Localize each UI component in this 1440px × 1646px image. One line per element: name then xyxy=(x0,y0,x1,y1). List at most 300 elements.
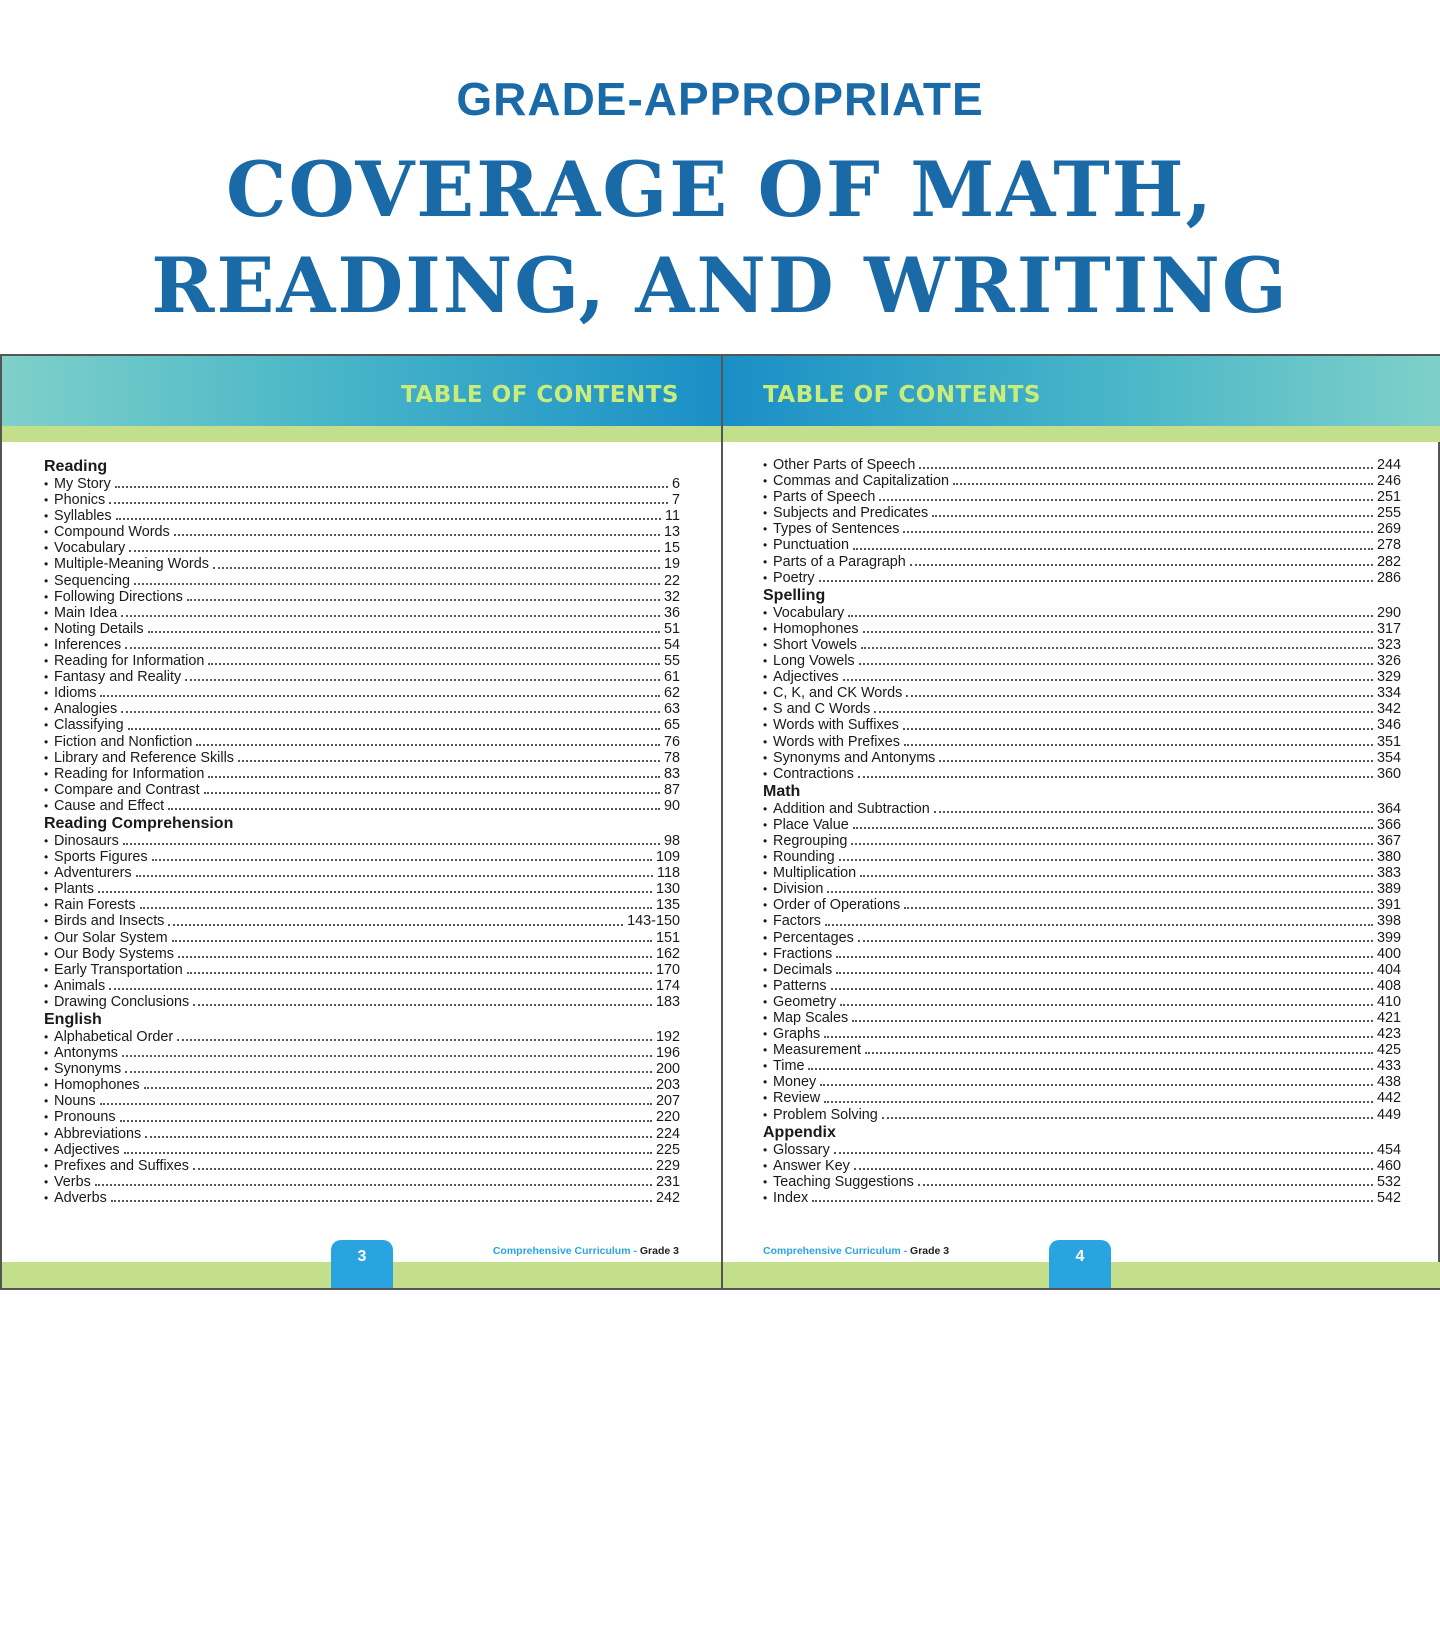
toc-entry xyxy=(763,766,1401,782)
toc-entry-page: 400 xyxy=(1376,945,1401,962)
bullet-icon: • xyxy=(44,1174,49,1189)
toc-entry-label: Multiple-Meaning Words xyxy=(54,556,209,573)
dot-leader xyxy=(208,663,660,665)
toc-entry-label: Abbreviations xyxy=(54,1125,142,1142)
dot-leader xyxy=(824,1101,1373,1103)
toc-entry-page: 425 xyxy=(1376,1042,1401,1059)
toc-entry-page: 290 xyxy=(1376,604,1401,621)
dot-leader xyxy=(140,907,652,909)
dot-leader xyxy=(98,891,652,893)
dot-leader xyxy=(861,647,1373,649)
bullet-icon: • xyxy=(763,702,768,717)
dot-leader xyxy=(95,1184,652,1186)
toc-entry xyxy=(44,1126,680,1142)
toc-entry-label: Alphabetical Order xyxy=(54,1029,174,1045)
dot-leader xyxy=(204,792,660,794)
toc-entry-label: Other Parts of Speech xyxy=(773,457,916,473)
toc-entry xyxy=(763,930,1401,946)
toc-entry-label: Synonyms xyxy=(54,1061,122,1078)
toc-entry-page: 51 xyxy=(663,620,680,637)
bullet-icon: • xyxy=(763,570,768,585)
bullet-icon: • xyxy=(763,734,768,749)
toc-entry-label: Plants xyxy=(54,881,94,898)
toc-entry-page: 423 xyxy=(1376,1026,1401,1043)
toc-entry-label: Map Scales xyxy=(773,1010,849,1026)
toc-entry-label: Rounding xyxy=(773,849,835,866)
toc-entry-page: 367 xyxy=(1376,832,1401,849)
dot-leader xyxy=(185,679,660,681)
toc-entry xyxy=(44,1093,680,1109)
bullet-icon: • xyxy=(763,930,768,945)
dot-leader xyxy=(172,940,652,942)
toc-entry xyxy=(44,1158,680,1174)
toc-entry xyxy=(763,1142,1401,1158)
dot-leader xyxy=(819,580,1373,582)
dot-leader xyxy=(843,679,1373,681)
dot-leader xyxy=(932,515,1373,517)
toc-entry-label: Homophones xyxy=(773,620,859,637)
toc-entry xyxy=(763,865,1401,881)
toc-entry xyxy=(763,1074,1401,1090)
toc-entry-page: 7 xyxy=(671,492,680,509)
dot-leader xyxy=(178,956,652,958)
bullet-icon: • xyxy=(44,750,49,765)
toc-entry-label: Prefixes and Suffixes xyxy=(54,1157,189,1174)
toc-entry-page: 366 xyxy=(1376,816,1401,833)
toc-entry-label: Teaching Suggestions xyxy=(773,1173,914,1190)
toc-entry-page: 32 xyxy=(663,588,680,605)
toc-entry xyxy=(44,978,680,994)
toc-entry-page: 98 xyxy=(663,832,680,849)
dot-leader xyxy=(238,760,660,762)
bullet-icon: • xyxy=(763,817,768,832)
toc-entry-page: 6 xyxy=(671,476,680,492)
toc-entry xyxy=(44,833,680,849)
toc-entry-page: 15 xyxy=(663,540,680,557)
bullet-icon: • xyxy=(44,1094,49,1109)
toc-entry-label: Types of Sentences xyxy=(773,521,900,538)
toc-entry-page: 329 xyxy=(1376,669,1401,686)
dot-leader xyxy=(125,1071,652,1073)
toc-entry xyxy=(44,669,680,685)
dot-leader xyxy=(860,875,1373,877)
dot-leader xyxy=(904,907,1373,909)
dot-leader xyxy=(918,1184,1373,1186)
bullet-icon: • xyxy=(763,882,768,897)
bullet-icon: • xyxy=(763,554,768,569)
bullet-icon: • xyxy=(44,833,49,848)
toc-entry-page: 244 xyxy=(1376,457,1401,473)
bullet-icon: • xyxy=(763,1059,768,1074)
dot-leader xyxy=(836,956,1373,958)
dot-leader xyxy=(882,1117,1373,1119)
bullet-icon: • xyxy=(44,766,49,781)
toc-entry-label: Fractions xyxy=(773,945,833,962)
bullet-icon: • xyxy=(763,766,768,781)
toc-entry-page: 433 xyxy=(1376,1058,1401,1075)
bullet-icon: • xyxy=(763,978,768,993)
toc-entry-page: 87 xyxy=(663,781,680,798)
toc-entry-label: C, K, and CK Words xyxy=(773,685,903,702)
toc-entry-page: 192 xyxy=(655,1029,680,1045)
toc-entry-label: Homophones xyxy=(54,1077,140,1094)
dot-leader xyxy=(854,1168,1373,1170)
toc-entry-page: 398 xyxy=(1376,913,1401,930)
dot-leader xyxy=(134,583,660,585)
dot-leader xyxy=(919,467,1373,469)
toc-entry-label: Inferences xyxy=(54,636,122,653)
toc-entry xyxy=(763,685,1401,701)
toc-entry-label: Words with Suffixes xyxy=(773,717,899,734)
toc-entry-page: 346 xyxy=(1376,717,1401,734)
dot-leader xyxy=(839,859,1373,861)
bullet-icon: • xyxy=(763,1107,768,1122)
dot-leader xyxy=(120,1120,652,1122)
toc-list xyxy=(763,457,1401,1206)
toc-section-heading: English xyxy=(44,1011,102,1028)
toc-entry-label: Syllables xyxy=(54,508,112,525)
toc-entry-page: 404 xyxy=(1376,961,1401,978)
toc-entry-page: 229 xyxy=(655,1157,680,1174)
toc-entry-label: Reading for Information xyxy=(54,765,205,782)
toc-entry xyxy=(763,570,1401,586)
toc-entry xyxy=(44,750,680,766)
toc-entry-label: Nouns xyxy=(54,1093,96,1110)
book-spread xyxy=(0,354,1440,1290)
dot-leader xyxy=(193,1168,652,1170)
toc-entry-page: 246 xyxy=(1376,473,1401,490)
bullet-icon: • xyxy=(44,493,49,508)
toc-entry-page: 532 xyxy=(1376,1173,1401,1190)
bullet-icon: • xyxy=(763,522,768,537)
dot-leader xyxy=(148,631,660,633)
toc-entry-label: Adverbs xyxy=(54,1189,107,1206)
toc-banner-title: TABLE OF CONTENTS xyxy=(763,382,1041,408)
toc-entry xyxy=(44,1029,680,1045)
bullet-icon: • xyxy=(763,474,768,489)
dot-leader xyxy=(831,988,1373,990)
dot-leader xyxy=(874,711,1373,713)
toc-entry-label: Sports Figures xyxy=(54,849,148,866)
toc-entry xyxy=(763,978,1401,994)
dot-leader xyxy=(152,859,652,861)
bullet-icon: • xyxy=(44,1142,49,1157)
toc-entry xyxy=(44,930,680,946)
toc-entry xyxy=(44,1061,680,1077)
toc-entry xyxy=(763,734,1401,750)
bullet-icon: • xyxy=(763,750,768,765)
toc-entry-page: 200 xyxy=(655,1061,680,1078)
dot-leader xyxy=(122,1055,652,1057)
toc-entry xyxy=(763,457,1401,473)
toc-entry-page: 317 xyxy=(1376,620,1401,637)
bullet-icon: • xyxy=(763,1043,768,1058)
toc-entry-label: Graphs xyxy=(773,1026,821,1043)
toc-entry xyxy=(763,637,1401,653)
toc-entry-page: 135 xyxy=(655,897,680,914)
page-footer xyxy=(493,1245,679,1257)
bullet-icon: • xyxy=(44,1126,49,1141)
right-page xyxy=(723,356,1440,1288)
dot-leader xyxy=(109,988,652,990)
toc-entry-label: Compound Words xyxy=(54,524,170,541)
toc-entry xyxy=(44,766,680,782)
toc-entry xyxy=(763,717,1401,733)
toc-entry-label: Vocabulary xyxy=(773,604,845,621)
toc-entry-label: Review xyxy=(773,1090,821,1107)
toc-entry-page: 170 xyxy=(655,961,680,978)
bullet-icon: • xyxy=(44,994,49,1009)
toc-entry-label: Rain Forests xyxy=(54,897,136,914)
toc-entry-label: S and C Words xyxy=(773,701,871,718)
bullet-icon: • xyxy=(44,557,49,572)
toc-entry xyxy=(763,605,1401,621)
toc-entry xyxy=(44,1190,680,1206)
toc-entry xyxy=(763,994,1401,1010)
toc-entry-label: Parts of Speech xyxy=(773,489,876,506)
toc-entry-label: Phonics xyxy=(54,492,106,509)
toc-entry xyxy=(44,798,680,814)
toc-entry xyxy=(44,962,680,978)
toc-banner-title: TABLE OF CONTENTS xyxy=(401,382,679,408)
bullet-icon: • xyxy=(44,1046,49,1061)
toc-entry-page: 118 xyxy=(657,865,680,882)
toc-entry-page: 19 xyxy=(663,556,680,573)
bullet-icon: • xyxy=(763,1142,768,1157)
toc-entry xyxy=(763,473,1401,489)
dot-leader xyxy=(825,924,1373,926)
toc-entry xyxy=(763,750,1401,766)
dot-leader xyxy=(853,548,1373,550)
toc-entry-page: 391 xyxy=(1376,897,1401,914)
toc-entry xyxy=(763,653,1401,669)
toc-entry-label: Glossary xyxy=(773,1141,830,1158)
bullet-icon: • xyxy=(763,490,768,505)
toc-entry xyxy=(44,897,680,913)
headline-line-1: COVERAGE OF MATH, xyxy=(225,145,1215,234)
toc-entry-label: Percentages xyxy=(773,929,854,946)
page-footer xyxy=(763,1245,949,1257)
dot-leader xyxy=(187,972,652,974)
toc-entry xyxy=(763,521,1401,537)
toc-entry xyxy=(44,717,680,733)
bullet-icon: • xyxy=(763,686,768,701)
toc-entry-label: Division xyxy=(773,881,824,898)
footer-brand: Comprehensive Curriculum xyxy=(492,1245,631,1257)
dot-leader xyxy=(879,499,1373,501)
bullet-icon: • xyxy=(44,686,49,701)
toc-entry xyxy=(763,849,1401,865)
toc-banner xyxy=(2,356,721,426)
toc-entry xyxy=(763,1107,1401,1123)
bullet-icon: • xyxy=(763,914,768,929)
toc-entry-page: 364 xyxy=(1376,800,1401,817)
dot-leader xyxy=(859,663,1373,665)
toc-entry-label: Factors xyxy=(773,913,821,930)
bullet-icon: • xyxy=(44,866,49,881)
toc-entry-page: 151 xyxy=(655,929,680,946)
dot-leader xyxy=(910,564,1373,566)
toc-entry-label: Our Body Systems xyxy=(54,945,174,962)
toc-entry xyxy=(763,669,1401,685)
toc-entry-page: 383 xyxy=(1376,865,1401,882)
dot-leader xyxy=(145,1136,652,1138)
bullet-icon: • xyxy=(763,1190,768,1205)
toc-entry-page: 55 xyxy=(663,653,680,670)
bullet-icon: • xyxy=(44,782,49,797)
toc-entry-label: Verbs xyxy=(54,1173,91,1190)
toc-entry xyxy=(44,653,680,669)
toc-entry xyxy=(763,1090,1401,1106)
toc-entry-page: 286 xyxy=(1376,569,1401,586)
bullet-icon: • xyxy=(763,654,768,669)
bullet-icon: • xyxy=(763,850,768,865)
toc-entry xyxy=(763,1058,1401,1074)
footer-grade: Grade 3 xyxy=(910,1245,950,1257)
toc-entry-page: 65 xyxy=(663,717,680,734)
dot-leader xyxy=(852,1020,1373,1022)
dot-leader xyxy=(851,843,1373,845)
toc-entry-label: Adventurers xyxy=(54,865,132,882)
bullet-icon: • xyxy=(763,946,768,961)
toc-entry-label: Addition and Subtraction xyxy=(773,800,930,817)
dot-leader xyxy=(115,486,668,488)
toc-entry-page: 13 xyxy=(663,524,680,541)
dot-leader xyxy=(939,760,1373,762)
toc-entry xyxy=(44,637,680,653)
headline-line-2: READING, AND WRITING xyxy=(151,241,1289,330)
dot-leader xyxy=(168,808,660,810)
toc-section-heading: Spelling xyxy=(763,586,826,604)
toc-entry-page: 389 xyxy=(1376,881,1401,898)
bullet-icon: • xyxy=(763,718,768,733)
toc-entry-label: Multiplication xyxy=(773,865,857,882)
dot-leader xyxy=(903,531,1373,533)
bullet-icon: • xyxy=(763,1011,768,1025)
toc-entry-page: 203 xyxy=(655,1077,680,1094)
green-band xyxy=(723,426,1440,442)
bullet-icon: • xyxy=(763,458,768,472)
toc-entry xyxy=(44,865,680,881)
dot-leader xyxy=(858,776,1373,778)
toc-entry xyxy=(44,1077,680,1093)
toc-entry xyxy=(763,554,1401,570)
toc-banner xyxy=(723,356,1440,426)
toc-entry-label: Noting Details xyxy=(54,620,144,637)
dot-leader xyxy=(858,940,1373,942)
kicker-heading: GRADE-APPROPRIATE xyxy=(456,73,984,125)
dot-leader xyxy=(129,550,660,552)
toc-entry xyxy=(763,1026,1401,1042)
toc-entry-page: 421 xyxy=(1376,1010,1401,1026)
dot-leader xyxy=(853,827,1373,829)
toc-entry-label: Library and Reference Skills xyxy=(54,749,234,766)
toc-entry-label: Regrouping xyxy=(773,832,848,849)
toc-entry-page: 351 xyxy=(1376,733,1401,750)
toc-entry xyxy=(44,782,680,798)
bullet-icon: • xyxy=(44,509,49,524)
toc-section-heading: Reading xyxy=(44,458,108,475)
dot-leader xyxy=(111,1200,652,1202)
bullet-icon: • xyxy=(44,605,49,620)
bullet-icon: • xyxy=(763,833,768,848)
toc-entry-page: 90 xyxy=(663,797,680,814)
bullet-icon: • xyxy=(44,1062,49,1077)
toc-entry-label: Commas and Capitalization xyxy=(773,473,949,490)
bullet-icon: • xyxy=(44,718,49,733)
toc-entry xyxy=(44,556,680,572)
toc-entry-label: Time xyxy=(773,1058,805,1075)
toc-entry xyxy=(763,962,1401,978)
toc-entry-label: Main Idea xyxy=(54,604,118,621)
toc-entry-label: Early Transportation xyxy=(54,961,183,978)
dot-leader xyxy=(820,1084,1373,1086)
toc-entry xyxy=(44,492,680,508)
toc-entry xyxy=(44,605,680,621)
toc-entry-label: Fiction and Nonfiction xyxy=(54,733,193,750)
toc-entry xyxy=(44,573,680,589)
toc-entry-label: Patterns xyxy=(773,977,827,994)
toc-entry-label: Subjects and Predicates xyxy=(773,505,929,522)
dot-leader xyxy=(123,843,660,845)
dot-leader xyxy=(808,1068,1373,1070)
toc-entry-page: 162 xyxy=(655,945,680,962)
bullet-icon: • xyxy=(44,930,49,945)
bullet-icon: • xyxy=(44,702,49,717)
toc-entry-label: Following Directions xyxy=(54,588,183,605)
toc-entry-page: 251 xyxy=(1376,489,1401,506)
toc-entry xyxy=(763,1190,1401,1206)
bullet-icon: • xyxy=(763,637,768,652)
toc-entry-page: 143-150 xyxy=(627,913,680,930)
dot-leader xyxy=(193,1004,652,1006)
toc-entry xyxy=(763,946,1401,962)
dot-leader xyxy=(124,1152,652,1154)
toc-list xyxy=(44,457,680,1206)
toc-entry-label: Adjectives xyxy=(54,1141,120,1158)
toc-entry-page: 196 xyxy=(655,1045,680,1062)
toc-entry-label: Measurement xyxy=(773,1042,861,1059)
toc-entry xyxy=(763,1174,1401,1190)
toc-entry xyxy=(44,621,680,637)
bullet-icon: • xyxy=(763,994,768,1009)
toc-entry-page: 225 xyxy=(655,1141,680,1158)
toc-entry xyxy=(763,817,1401,833)
toc-entry-label: Decimals xyxy=(773,961,833,978)
toc-entry-label: Sequencing xyxy=(54,572,131,589)
toc-entry-page: 61 xyxy=(663,669,680,686)
dot-leader xyxy=(824,1036,1373,1038)
toc-entry-page: 255 xyxy=(1376,505,1401,522)
dot-leader xyxy=(934,811,1373,813)
toc-entry-page: 269 xyxy=(1376,521,1401,538)
toc-entry-label: Place Value xyxy=(773,816,849,833)
bullet-icon: • xyxy=(763,1027,768,1042)
bullet-icon: • xyxy=(763,962,768,977)
footer-separator: - xyxy=(630,1245,640,1257)
bullet-icon: • xyxy=(44,734,49,749)
toc-entry-label: Long Vowels xyxy=(773,653,855,670)
toc-entry-label: Pronouns xyxy=(54,1109,116,1126)
toc-entry-label: Synonyms and Antonyms xyxy=(773,749,936,766)
bullet-icon: • xyxy=(763,866,768,881)
toc-entry-page: 442 xyxy=(1376,1090,1401,1107)
dot-leader xyxy=(109,502,668,504)
dot-leader xyxy=(812,1200,1373,1202)
toc-entry-label: Parts of a Paragraph xyxy=(773,553,906,570)
toc-entry-label: Dinosaurs xyxy=(54,832,119,849)
dot-leader xyxy=(121,615,660,617)
